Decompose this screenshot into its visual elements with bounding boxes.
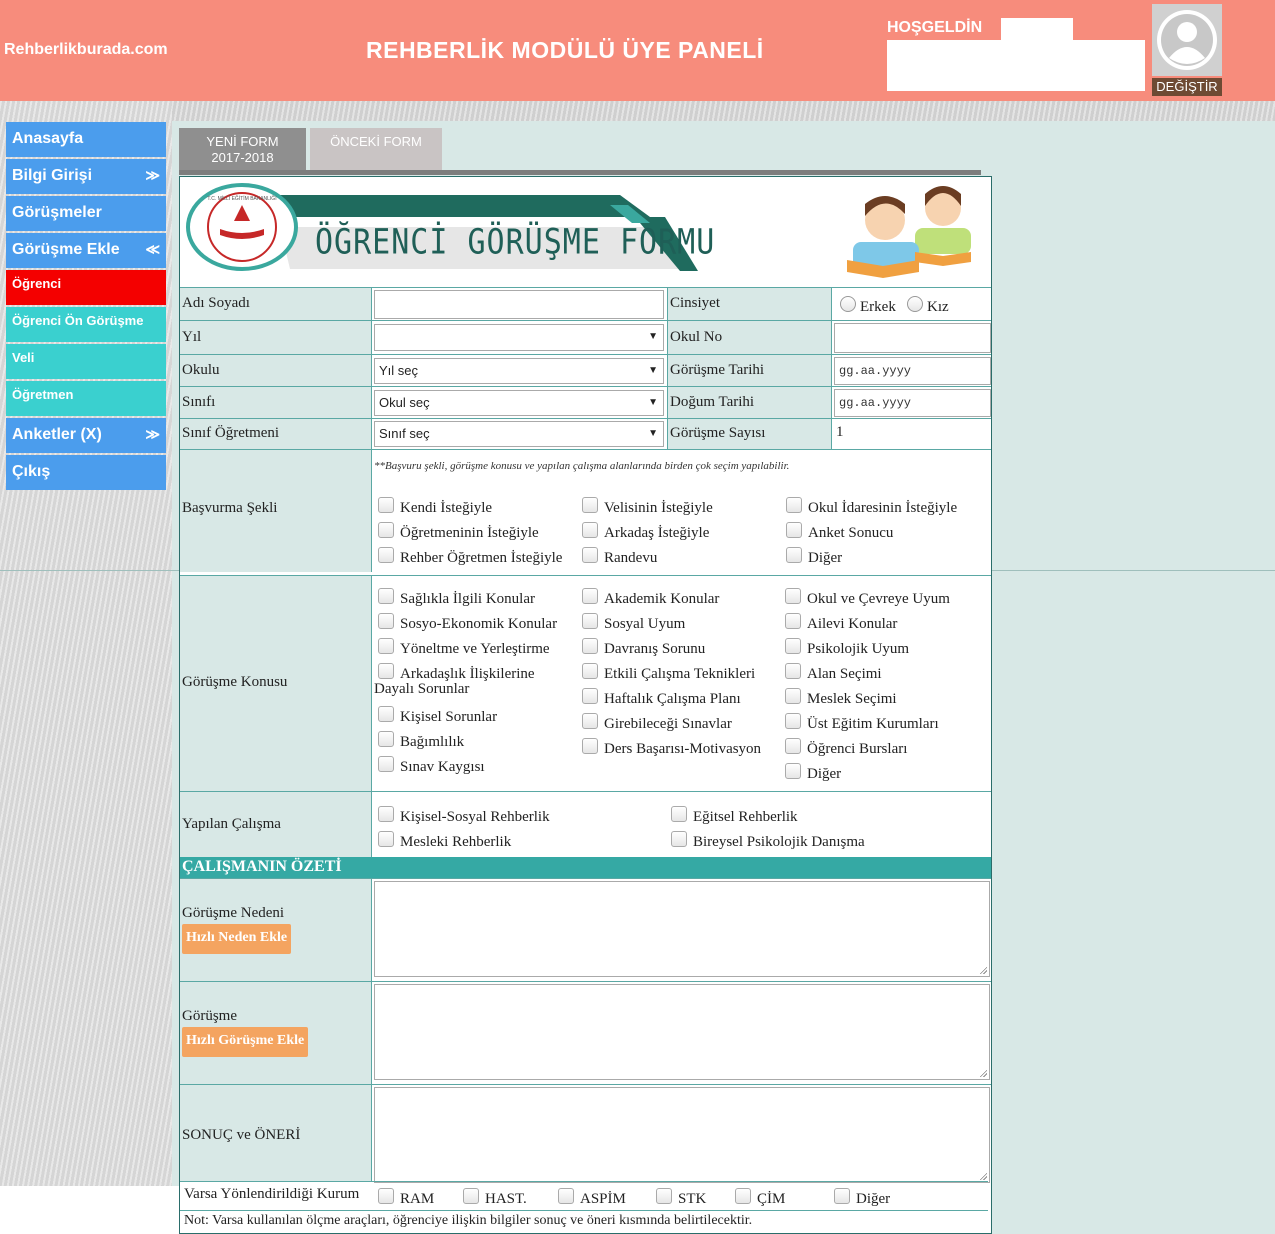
option-label: Yöneltme ve Yerleştirme [400,641,550,657]
result-textarea[interactable] [374,1087,990,1183]
checkbox[interactable] [378,806,394,822]
result-label: SONUÇ ve ÖNERİ [180,1085,372,1182]
checkbox-option[interactable] [785,663,882,683]
checkbox[interactable] [378,706,394,722]
checkbox[interactable] [378,756,394,772]
checkbox-option[interactable] [582,522,709,542]
nav-label: Anasayfa [12,130,84,147]
option-label: Davranış Sorunu [604,641,706,657]
option-label: Kişisel-Sosyal Rehberlik [400,809,550,825]
option-label: Sosyo-Ekonomik Konular [400,616,558,632]
checkbox[interactable] [834,1188,850,1204]
checkbox[interactable] [582,613,598,629]
nav-teacher[interactable] [6,381,166,416]
row-reason [180,878,991,982]
male-label: Erkek [860,299,896,315]
dropdown-arrow-icon: ▼ [648,365,658,376]
option-label: ASPİM [580,1191,626,1207]
nav-label: Veli [12,350,35,365]
nav-student-pre-meeting[interactable] [6,307,166,342]
option-label: Kendi İsteğiyle [400,500,493,516]
students-reading-icon [845,180,975,289]
row-school [180,354,991,387]
meeting-count-label: Görüşme Sayısı [667,419,832,450]
checkbox-option[interactable] [378,1188,434,1208]
checkbox-option[interactable] [656,1188,706,1208]
application-label: Başvurma Şekli [180,450,372,572]
row-result [180,1084,991,1182]
checkbox[interactable] [378,831,394,847]
nav-info-entry[interactable] [6,159,166,194]
dropdown-arrow-icon: ▼ [648,397,658,408]
checkbox[interactable] [582,522,598,538]
checkbox[interactable] [378,522,394,538]
school-select[interactable] [374,358,664,384]
option-label: Diğer [856,1191,891,1207]
row-teacher [180,418,991,450]
checkbox[interactable] [785,613,801,629]
option-label: Kişisel Sorunlar [400,709,498,725]
checkbox-option[interactable] [558,1188,626,1208]
option-label: Sağlıkla İlgili Konular [400,591,535,607]
row-year [180,320,991,355]
footnote: Not: Varsa kullanılan ölçme araçları, öğrenciye ilişkin bilgiler sonuç ve öneri kısmında belirtilecektir. [184,1213,753,1228]
school-no-label: Okul No [667,321,832,355]
checkbox[interactable] [786,497,802,513]
checkbox-option[interactable] [378,756,485,776]
checkbox-option[interactable] [785,713,939,733]
option-label: Sınav Kaygısı [400,759,485,775]
checkbox-option[interactable] [834,1188,890,1208]
checkbox[interactable] [378,613,394,629]
change-avatar-button[interactable]: DEĞİŞTİR [1152,78,1222,96]
option-label: Üst Eğitim Kurumları [807,716,939,732]
option-label: Ailevi Konular [807,616,898,632]
checkbox[interactable] [785,588,801,604]
checkbox[interactable] [378,663,394,679]
class-select-value: Okul seç [379,395,430,410]
teacher-label: Sınıf Öğretmeni [180,419,372,450]
checkbox-option[interactable] [378,806,550,826]
checkbox-option[interactable] [378,588,535,608]
checkbox[interactable] [582,713,598,729]
meeting-date-label: Görüşme Tarihi [667,355,832,387]
option-label: Bağımlılık [400,734,465,750]
checkbox[interactable] [558,1188,574,1204]
user-avatar-icon[interactable] [1152,4,1222,76]
resize-grip-icon[interactable] [979,1069,987,1077]
tab-new-form-year: 2017-2018 [211,150,274,165]
summary-section-title: ÇALIŞMANIN ÖZETİ [180,857,991,878]
class-label: Sınıfı [180,387,372,419]
nav-add-meeting[interactable] [6,233,166,268]
reason-textarea[interactable] [374,881,990,977]
checkbox[interactable] [582,638,598,654]
radio-icon[interactable] [907,296,923,312]
option-label: Bireysel Psikolojik Danışma [693,834,865,850]
nav-label: Bilgi Girişi [12,167,93,184]
year-label: Yıl [180,321,372,355]
chevron-double-down-icon: ≫ [145,167,160,183]
option-label: Etkili Çalışma Teknikleri [604,666,756,682]
checkbox-option[interactable] [582,688,741,708]
option-label: Haftalık Çalışma Planı [604,691,741,707]
checkbox-option[interactable] [378,706,497,726]
checkbox-option[interactable] [582,547,657,567]
checkbox-option[interactable] [378,638,550,658]
panel-title: REHBERLİK MODÜLÜ ÜYE PANELİ [366,37,764,63]
row-referral [180,1181,988,1211]
checkbox[interactable] [785,713,801,729]
tab-previous-form-label: ÖNCEKİ FORM [330,134,422,149]
site-brand[interactable]: Rehberlikburada.com [4,41,168,58]
row-meeting [180,981,991,1085]
tab-new-form-label: YENİ FORM [206,134,279,149]
checkbox[interactable] [785,638,801,654]
checkbox[interactable] [785,738,801,754]
option-label: Girebileceği Sınavlar [604,716,732,732]
option-label: Anket Sonucu [808,525,894,541]
referral-label: Varsa Yönlendirildiği Kurum [184,1186,360,1202]
checkbox-option[interactable] [671,806,798,826]
option-label: Sosyal Uyum [604,616,686,632]
form-title: ÖĞRENCİ GÖRÜŞME FORMU [315,222,716,263]
birth-date-input[interactable]: gg.aa.yyyy [834,389,991,417]
nav-label: Görüşmeler [12,204,102,221]
gender-male-option[interactable] [840,296,896,316]
nav-label: Öğrenci [12,276,62,291]
checkbox[interactable] [378,547,394,563]
checkbox-option[interactable] [582,497,713,517]
name-input[interactable] [374,290,664,319]
checkbox[interactable] [378,1188,394,1204]
checkbox-option[interactable] [582,663,755,683]
class-select[interactable] [374,390,664,416]
checkbox[interactable] [582,688,598,704]
multi-select-note: **Başvuru şekli, görüşme konusu ve yapılan çalışma alanlarında birden çok seçim yapılabilir. [374,460,790,472]
option-label: Arkadaşlık İlişkilerine [400,666,535,682]
option-label: Akademik Konular [604,591,720,607]
option-label: Diğer [807,766,842,782]
resize-grip-icon[interactable] [979,1172,987,1180]
meeting-count-value: 1 [836,424,844,440]
option-label: Diğer [808,550,843,566]
chevron-double-up-icon: ≪ [145,241,160,257]
checkbox-option[interactable] [582,638,705,658]
gender-label: Cinsiyet [667,288,832,321]
checkbox-option[interactable] [378,831,511,851]
checkbox-option[interactable] [378,522,539,542]
student-meeting-form [179,176,992,1234]
option-label: HAST. [485,1191,527,1207]
checkbox[interactable] [671,831,687,847]
year-select[interactable] [374,324,664,351]
checkbox[interactable] [582,588,598,604]
checkbox[interactable] [656,1188,672,1204]
checkbox[interactable] [463,1188,479,1204]
nav-home[interactable] [6,122,166,157]
checkbox-option[interactable] [785,613,897,633]
bottom-left-blank [0,1186,180,1234]
checkbox-option[interactable] [582,588,719,608]
checkbox-option[interactable] [671,831,865,851]
checkbox[interactable] [378,497,394,513]
school-select-value: Yıl seç [379,363,419,378]
meb-logo-icon: T.C. MİLLÎ EĞİTİM BAKANLIĞI [207,196,277,202]
checkbox[interactable] [582,663,598,679]
tab-previous-form[interactable] [310,128,442,172]
checkbox-option[interactable] [785,638,909,658]
option-label: Ders Başarısı-Motivasyon [604,741,762,757]
checkbox-option[interactable] [582,713,732,733]
option-label: Mesleki Rehberlik [400,834,512,850]
row-work [180,791,991,858]
form-banner [180,177,991,287]
resize-grip-icon[interactable] [979,966,987,974]
option-label: Eğitsel Rehberlik [693,809,798,825]
school-label: Okulu [180,355,372,387]
option-label: Öğretmeninin İsteğiyle [400,525,539,541]
nav-student[interactable] [6,270,166,305]
topic-label: Görüşme Konusu [180,576,372,792]
nav-label: Öğrenci Ön Görüşme [12,313,144,328]
checkbox[interactable] [378,588,394,604]
option-label: RAM [400,1191,435,1207]
row-class [180,386,991,419]
checkbox-option[interactable] [785,688,897,708]
option-label: Okul İdaresinin İsteğiyle [808,500,958,516]
nav-meetings[interactable] [6,196,166,231]
checkbox-option[interactable] [735,1188,785,1208]
checkbox[interactable] [786,547,802,563]
nav-label: Görüşme Ekle [12,241,120,258]
option-label: Öğrenci Bursları [807,741,908,757]
checkbox-option[interactable] [582,738,761,758]
nav-label: Anketler (X) [12,426,102,443]
checkbox-option[interactable] [582,613,685,633]
nav-logout[interactable] [6,455,166,490]
checkbox-option[interactable] [785,588,950,608]
checkbox-option[interactable] [378,663,535,683]
name-label: Adı Soyadı [180,288,372,321]
checkbox-option[interactable] [785,763,841,783]
checkbox[interactable] [785,688,801,704]
checkbox[interactable] [378,731,394,747]
dropdown-arrow-icon: ▼ [648,331,658,342]
teacher-select-value: Sınıf seç [379,426,430,441]
checkbox-option[interactable] [786,547,842,567]
nav-label: Öğretmen [12,387,74,402]
userinfo-redacted [887,40,1145,91]
option-label: ÇİM [757,1191,786,1207]
checkbox-option[interactable] [378,731,464,751]
nav-label: Çıkış [12,463,51,480]
meeting-date-input[interactable]: gg.aa.yyyy [834,357,991,385]
row-application [180,449,991,572]
reason-label: Görüşme Nedeni [182,905,285,921]
checkbox-option[interactable] [463,1188,527,1208]
option-label: Randevu [604,550,658,566]
option-label: Psikolojik Uyum [807,641,910,657]
option-label: Meslek Seçimi [807,691,897,707]
checkbox[interactable] [786,522,802,538]
meeting-textarea[interactable] [374,984,990,1080]
option-label: Okul ve Çevreye Uyum [807,591,950,607]
sidebar-nav [6,122,166,492]
chevron-double-down-icon: ≫ [145,426,160,442]
checkbox[interactable] [582,547,598,563]
row-topic [180,575,991,792]
top-strip [172,101,1275,121]
checkbox-option[interactable] [378,613,557,633]
option-label: Arkadaş İsteğiyle [604,525,710,541]
checkbox[interactable] [735,1188,751,1204]
checkbox-option[interactable] [378,497,492,517]
work-label: Yapılan Çalışma [180,792,372,858]
quick-reason-button[interactable]: Hızlı Neden Ekle [182,924,291,954]
quick-meeting-button[interactable]: Hızlı Görüşme Ekle [182,1027,308,1057]
dropdown-arrow-icon: ▼ [648,428,658,439]
checkbox[interactable] [671,806,687,822]
option-label: STK [678,1191,707,1207]
checkbox[interactable] [785,663,801,679]
welcome-text: HOŞGELDİN [887,19,983,36]
checkbox[interactable] [582,497,598,513]
option-label: Velisinin İsteğiyle [604,500,713,516]
tab-underline [179,170,981,175]
checkbox-option[interactable] [786,522,893,542]
option-label: Alan Seçimi [807,666,882,682]
checkbox[interactable] [378,638,394,654]
checkbox[interactable] [785,763,801,779]
female-label: Kız [927,299,949,315]
teacher-select[interactable] [374,421,664,447]
nav-surveys[interactable] [6,418,166,453]
checkbox-option[interactable] [785,738,907,758]
gender-female-option[interactable] [907,296,949,316]
checkbox-option[interactable] [786,497,957,517]
school-no-input[interactable] [834,323,991,353]
checkbox-option[interactable] [378,547,562,567]
meeting-label: Görüşme [182,1008,237,1024]
row-name [180,287,991,321]
tab-new-form[interactable] [179,128,306,172]
option-label-wrap: Dayalı Sorunlar [374,681,470,697]
option-label: Rehber Öğretmen İsteğiyle [400,550,563,566]
checkbox[interactable] [582,738,598,754]
header-bar [0,0,1275,101]
radio-icon[interactable] [840,296,856,312]
username-redacted [1001,18,1073,40]
birth-date-label: Doğum Tarihi [667,387,832,419]
nav-parent[interactable] [6,344,166,379]
